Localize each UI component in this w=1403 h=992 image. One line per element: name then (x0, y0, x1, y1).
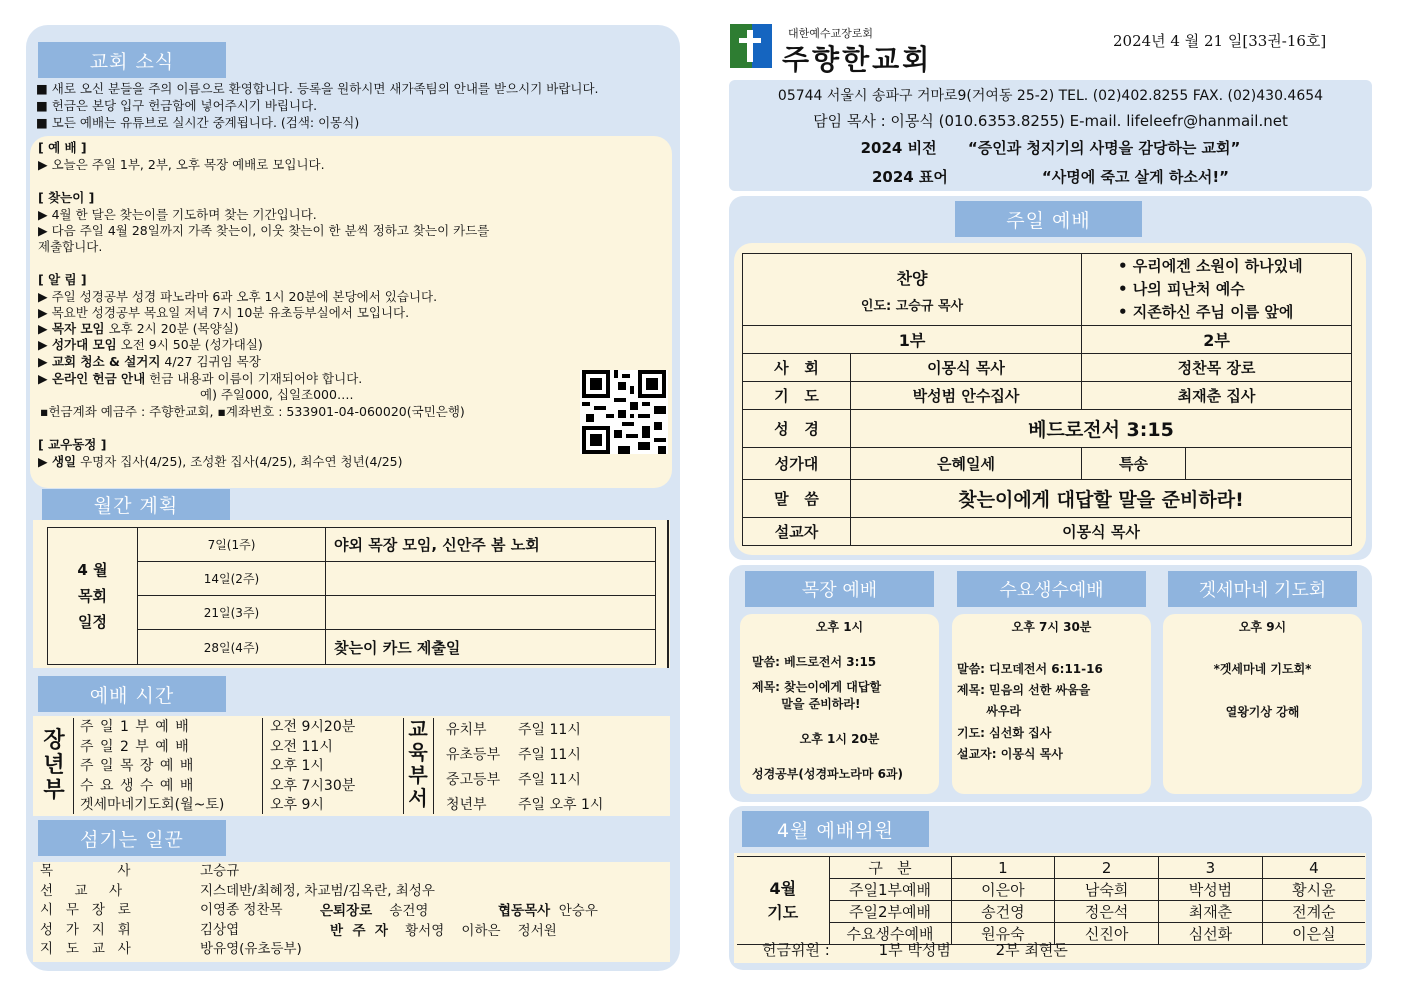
praise-songs: • 우리에겐 소원이 하나있네 • 나의 피난처 예수 • 지존하신 주님 이름 앞에 (1082, 254, 1352, 326)
worker-row: 시 무 장 로 이영종 정찬목 (40, 902, 283, 918)
monthly-week: 7일(1주) (138, 528, 326, 562)
adult-rows (80, 718, 355, 816)
edu-row: 유치부 주일 11시 (446, 722, 581, 738)
edu-divider-2 (433, 718, 434, 814)
account-line: ▪헌금계좌 예금주 : 주향한교회, ▪계좌번호 : 533901-04-060020(국민은행) (40, 404, 465, 419)
church-logo-icon (730, 24, 772, 68)
prayer-2: 최재춘 집사 (1082, 382, 1352, 410)
committee-cell: 정은석 (1055, 901, 1159, 923)
issue-date: 2024년 4 월 21 일[33권-16호] (1113, 32, 1327, 50)
worship-line: ▶ 오늘은 주일 1부, 2부, 오후 목장 예배로 모입니다. (38, 157, 325, 172)
committee-month: 4월 기도 (737, 857, 829, 945)
notice-line-6: ▶ 온라인 헌금 안내 헌금 내용과 이름이 기재되어야 합니다. (38, 371, 363, 386)
worker-extra-assoc: 협동목사 안승우 (498, 903, 598, 919)
edu-divider (403, 718, 404, 814)
seeker-head: [ 찾는이 ] (38, 190, 95, 205)
geth-time: 오후 9시 (1238, 620, 1287, 634)
cell-line: 성경공부(성경파노라마 6과) (752, 767, 904, 781)
pastor-contact: 담임 목사 : 이몽식 (010.6353.8255) E-mail. lifeleefr@hanmail.net (813, 112, 1288, 130)
edu-row: 중고등부 주일 11시 (446, 772, 581, 788)
cell-line: 오후 1시 20분 (799, 732, 880, 746)
monthly-week: 21일(3주) (138, 596, 326, 630)
wed-line: 싸우라 (957, 704, 1022, 718)
worship-head: [ 예 배 ] (38, 140, 87, 155)
preacher: 이몽식 목사 (851, 518, 1352, 546)
edu-label: 교 육 부 서 (408, 717, 428, 810)
notice-line-3: ▶ 목자 모임 오후 2시 20분 (목양실) (38, 321, 239, 336)
cell-line: 제목: 찾는이에게 대답할 (752, 680, 882, 694)
committee-cell: 남숙희 (1055, 879, 1159, 901)
committee-cell: 수요생수예배 (829, 923, 951, 945)
monthly-event (326, 562, 656, 596)
notice-line-2: ▶ 목요반 성경공부 목요일 저녁 7시 10분 유초등부실에서 모입니다. (38, 305, 410, 320)
committee-cell: 박성범 (1159, 879, 1263, 901)
monthly-week: 28일(4주) (138, 630, 326, 665)
sermon-title: 찾는이에게 대답할 말을 준비하라! (851, 480, 1352, 518)
committee-cell: 신진아 (1055, 923, 1159, 945)
monthly-week: 14일(2주) (138, 562, 326, 596)
committee-cell: 황시윤 (1262, 879, 1365, 901)
times-title: 예배 시간 (38, 676, 226, 712)
committee-header: 4 (1262, 857, 1365, 879)
committee-header: 구 분 (829, 857, 951, 879)
worker-extra-retired: 은퇴장로 송건영 (320, 903, 429, 919)
edu-row: 유초등부 주일 11시 (446, 747, 581, 763)
worker-row: 선 교 사 지스데반/최혜정, 차교범/김옥란, 최성우 (40, 882, 435, 899)
motto-line: 2024 표어 “사명에 죽고 살게 하소서!” (871, 168, 1230, 186)
committee-title: 4월 예배위원 (742, 811, 929, 847)
seeker-line-2: ▶ 다음 주일 4월 28일까지 가족 찾는이, 이웃 찾는이 한 분씩 정하고 찾는이 카드를 (38, 223, 490, 238)
row-label: 사 회 (743, 354, 851, 382)
part1-header: 1부 (743, 326, 1082, 354)
committee-cell: 심선화 (1159, 923, 1263, 945)
geth-line: 열왕기상 강해 (1225, 705, 1300, 719)
special (1186, 448, 1352, 480)
notice-line-5: ▶ 교회 청소 & 설거지 4/27 김귀임 목장 (38, 354, 261, 369)
workers-title: 섬기는 일꾼 (38, 820, 226, 856)
monthly-event (326, 596, 656, 630)
adult-row: 주 일 1 부 예 배 오전 9시20분 (80, 719, 356, 735)
address: 05744 서울시 송파구 거마로9(거여동 25-2) TEL. (02)402.8255 FAX. (02)430.4654 (777, 88, 1324, 104)
choir: 은혜일세 (851, 448, 1082, 480)
part2-header: 2부 (1082, 326, 1352, 354)
notice-line-1: ▶ 주일 성경공부 성경 파노라마 6과 오후 1시 20분에 본당에서 있습니다. (38, 289, 438, 304)
committee-cell: 전계순 (1262, 901, 1365, 923)
adult-row: 수 요 생 수 예 배 오후 7시30분 (80, 777, 356, 794)
worker-row: 목 사 고승규 (40, 863, 240, 879)
committee-cell: 주일1부예배 (829, 879, 951, 901)
edu-rows (446, 718, 603, 818)
committee-cell: 이은아 (951, 879, 1055, 901)
denomination: 대한예수교장로회 (788, 27, 874, 40)
monthly-event: 찾는이 카드 제출일 (326, 630, 656, 665)
wed-time: 오후 7시 30분 (1011, 620, 1092, 634)
geth-line: *겟세마네 기도회* (1213, 662, 1312, 676)
leader-2: 정찬목 장로 (1082, 354, 1352, 382)
worker-row: 성 가 지 휘 김상엽 (40, 921, 240, 938)
committee-cell: 송건영 (951, 901, 1055, 923)
wed-line: 제목: 믿음의 선한 싸움을 (957, 683, 1091, 697)
monthly-title: 월간 계획 (42, 489, 230, 520)
church-name: 주향한교회 (782, 43, 933, 76)
sympathy-head: [ 교우동정 ] (38, 437, 107, 452)
row-label: 성 경 (743, 410, 851, 448)
adult-row: 겟세마네기도회(월~토) 오후 9시 (80, 797, 324, 813)
wed-title: 수요생수예배 (957, 571, 1146, 607)
seeker-line-3: 제출합니다. (38, 239, 103, 254)
vision-line: 2024 비전 “증인과 청지기의 사명을 감당하는 교회” (860, 139, 1241, 157)
committee-header: 2 (1055, 857, 1159, 879)
cell-title: 목장 예배 (745, 571, 934, 607)
cell-line: 말씀: 베드로전서 3:15 (752, 655, 877, 669)
sunday-title: 주일 예배 (955, 201, 1142, 237)
offering-line: 헌금위원 : 1부 박성범 2부 최현돈 (762, 941, 1068, 959)
wed-line: 기도: 심선화 집사 (957, 726, 1052, 740)
praise-cell: 찬양 인도: 고승규 목사 (743, 254, 1082, 326)
notice-example: 예) 주일000, 십일조000…. (200, 387, 354, 402)
scripture: 베드로전서 3:15 (851, 410, 1352, 448)
geth-title: 겟세마네 기도회 (1168, 571, 1357, 607)
committee-cell: 원유숙 (951, 923, 1055, 945)
monthly-month-cell: 4 월 목회 일정 (48, 528, 138, 665)
news-title: 교회 소식 (38, 42, 226, 78)
committee-header: 1 (951, 857, 1055, 879)
cell-time: 오후 1시 (815, 620, 864, 634)
prayer-1: 박성범 안수집사 (851, 382, 1082, 410)
wed-line: 설교자: 이몽식 목사 (957, 747, 1063, 761)
adult-label: 장 년 부 (43, 728, 65, 803)
adult-divider (73, 718, 74, 814)
committee-cell: 이은실 (1262, 923, 1365, 945)
cell-line: 말을 준비하라! (752, 697, 861, 711)
monthly-table (47, 527, 656, 665)
worker-row: 지 도 교 사 방유영(유초등부) (40, 941, 302, 957)
adult-row: 주 일 목 장 예 배 오후 1시 (80, 758, 324, 774)
news-line-2: ■ 헌금은 본당 입구 헌금함에 넣어주시기 바립니다. (36, 98, 318, 113)
edu-row: 청년부 주일 오후 1시 (446, 797, 604, 813)
qr-code-icon (580, 370, 668, 454)
adult-row: 주 일 2 부 예 배 오전 11시 (80, 738, 333, 755)
wed-line: 말씀: 디모데전서 6:11-16 (957, 662, 1103, 676)
notice-head: [ 알 림 ] (38, 272, 87, 287)
special-label: 특송 (1082, 448, 1186, 480)
sunday-table (742, 253, 1352, 546)
row-label: 기 도 (743, 382, 851, 410)
news-line-3: ■ 모든 예배는 유튜브로 실시간 중계됩니다. (검색: 이몽식) (36, 115, 360, 130)
committee-header: 3 (1159, 857, 1263, 879)
monthly-event: 야외 목장 모임, 신안주 봄 노회 (326, 528, 656, 562)
worker-extra-accomp: 반 주 자 황서영 이하은 정서원 (330, 923, 557, 939)
monthly-right-border (667, 520, 669, 668)
notice-line-4: ▶ 성가대 모임 오전 9시 50분 (성가대실) (38, 337, 263, 352)
seeker-line-1: ▶ 4월 한 달은 찾는이를 기도하며 찾는 기간입니다. (38, 207, 317, 222)
committee-cell: 주일2부예배 (829, 901, 951, 923)
committee-table (737, 856, 1365, 945)
row-label: 말 씀 (743, 480, 851, 518)
sympathy-line: ▶ 생일 우명자 집사(4/25), 조성환 집사(4/25), 최수연 청년(4/25) (38, 454, 403, 469)
row-label: 설교자 (743, 518, 851, 546)
row-label: 성가대 (743, 448, 851, 480)
info-box (729, 80, 1372, 191)
leader-1: 이몽식 목사 (851, 354, 1082, 382)
committee-cell: 최재춘 (1159, 901, 1263, 923)
news-line-1: ■ 새로 오신 분들을 주의 이름으로 환영합니다. 등록을 원하시면 새가족팀의 안내를 받으시기 바랍니다. (36, 81, 599, 96)
